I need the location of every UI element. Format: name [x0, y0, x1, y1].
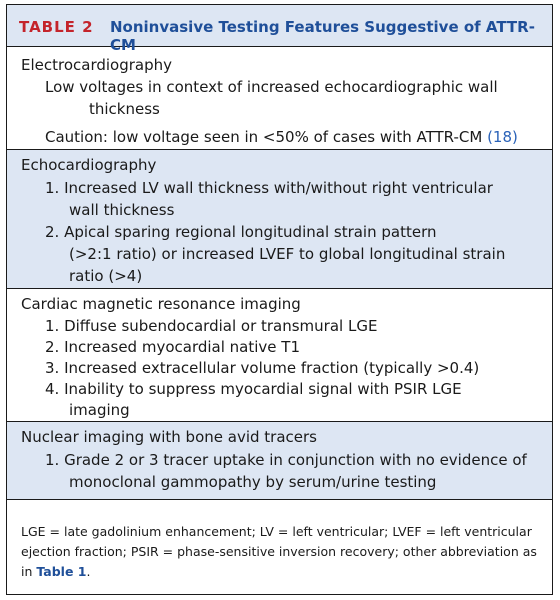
echo-item-2-cont2: ratio (>4) — [69, 267, 143, 285]
echo-item-2-cont: (>2:1 ratio) or increased LVEF to global longitudinal strain — [69, 245, 506, 263]
section-heading: Nuclear imaging with bone avid tracers — [21, 428, 317, 446]
footnote-line-3 — [21, 562, 90, 582]
section-electrocardiography — [7, 47, 552, 147]
section-heading: Cardiac magnetic resonance imaging — [21, 295, 301, 313]
nuclear-item-1: 1. Grade 2 or 3 tracer uptake in conjunction with no evidence of — [45, 451, 527, 469]
table-label: TABLE 2 — [19, 18, 94, 36]
section-heading: Electrocardiography — [21, 56, 173, 74]
section-heading: Echocardiography — [21, 156, 157, 174]
ecg-line-cont: thickness — [89, 100, 160, 118]
cmr-item-2: 2. Increased myocardial native T1 — [45, 338, 300, 356]
cmr-item-1: 1. Diffuse subendocardial or transmural LGE — [45, 317, 378, 335]
cmr-item-3: 3. Increased extracellular volume fraction (typically >0.4) — [45, 359, 480, 377]
table-1-link[interactable]: Table 1 — [36, 564, 87, 579]
echo-item-2: 2. Apical sparing regional longitudinal strain pattern — [45, 223, 437, 241]
abbreviations-table — [6, 4, 553, 595]
echo-item-1-cont: wall thickness — [69, 201, 175, 219]
ecg-caution — [45, 127, 518, 147]
table-footnote — [7, 499, 552, 594]
footnote-suffix: . — [86, 564, 91, 579]
table-title-bar — [7, 5, 552, 54]
caution-text: Caution: low voltage seen in <50% of cases with ATTR-CM — [45, 128, 483, 146]
citation-link[interactable]: (18) — [487, 128, 518, 146]
section-cmr — [7, 288, 552, 421]
table-title: Noninvasive Testing Features Suggestive of ATTR-CM — [110, 18, 535, 54]
footnote-line-2: ejection fraction; PSIR = phase-sensitive inversion recovery; other abbreviation as — [21, 544, 537, 559]
footnote-line-1: LGE = late gadolinium enhancement; LV = left ventricular; LVEF = left ventricular — [21, 524, 532, 539]
cmr-item-4: 4. Inability to suppress myocardial signal with PSIR LGE — [45, 380, 462, 398]
ecg-line: Low voltages in context of increased echocardiographic wall — [45, 78, 498, 96]
section-nuclear — [7, 421, 552, 499]
echo-item-1: 1. Increased LV wall thickness with/without right ventricular — [45, 179, 493, 197]
section-echocardiography — [7, 149, 552, 288]
footnote-prefix: in — [21, 564, 37, 579]
cmr-item-4-cont: imaging — [69, 401, 130, 419]
nuclear-item-1-cont: monoclonal gammopathy by serum/urine testing — [69, 473, 437, 491]
